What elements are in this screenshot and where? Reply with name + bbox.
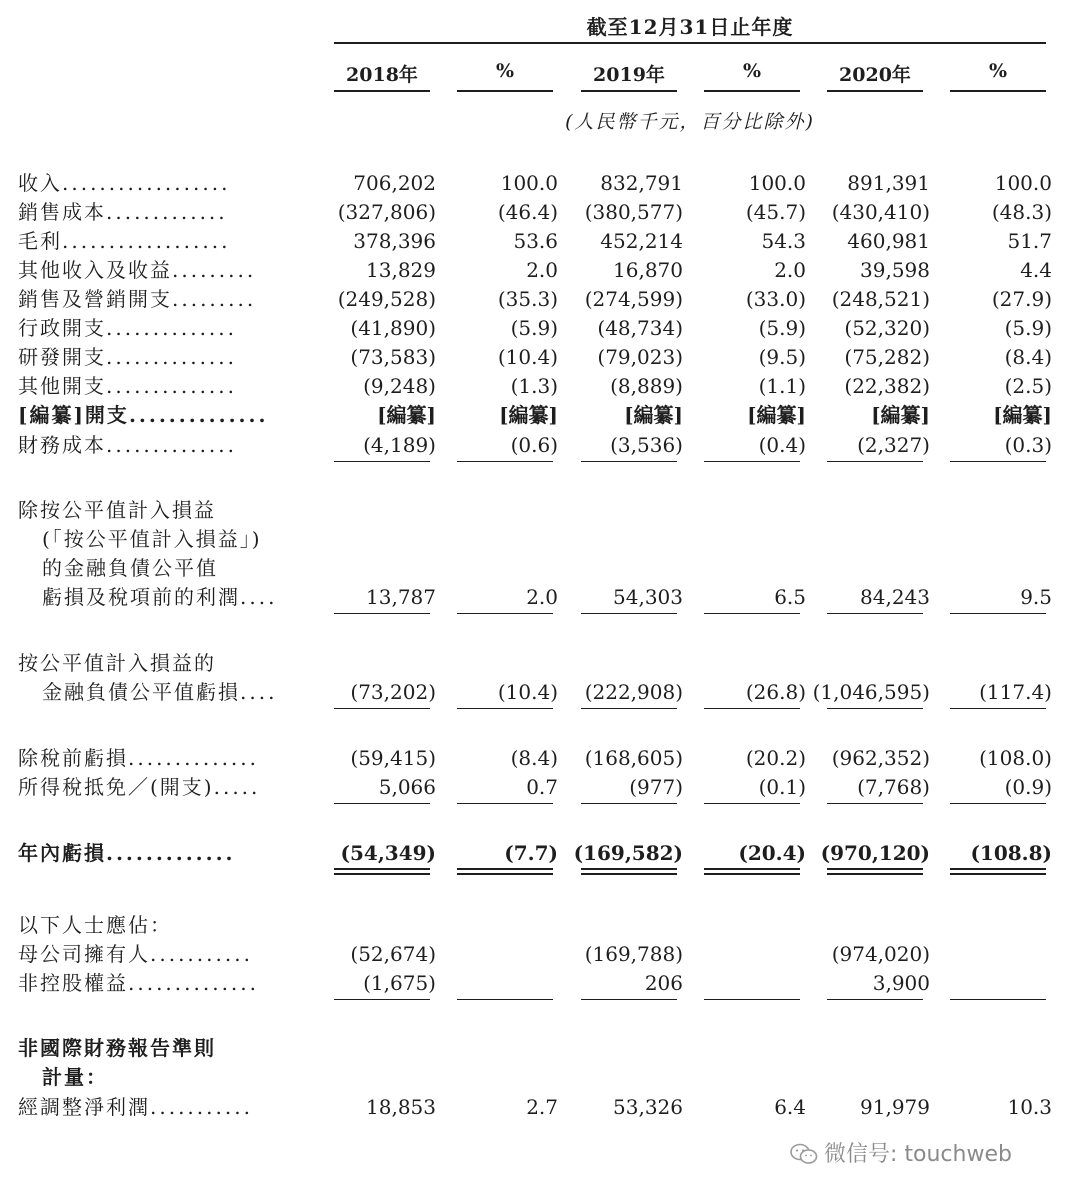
underline-non-controlling-interests-pct-2018: [457, 999, 553, 1000]
row-label-text: 金融負債公平值虧損: [42, 680, 240, 704]
leader-dots: .............: [106, 841, 236, 865]
period-header: 截至12月31日止年度: [586, 15, 794, 39]
row-label-admin-expenses: [18, 315, 237, 341]
cell-finance-costs-2020: (2,327): [857, 433, 930, 457]
cell-other-expenses-2018: (9,248): [363, 374, 436, 398]
row-label-listing-expenses: [18, 402, 268, 428]
underline-income-tax-pct-2019: [704, 803, 800, 804]
cell-gross-profit-pct-2020: 51.7: [1007, 229, 1052, 253]
cell-listing-expenses-2019: [編纂]: [624, 403, 683, 427]
underline-finance-costs-pct-2018: [457, 461, 553, 462]
cell-gross-profit-2018: 378,396: [353, 229, 436, 253]
cell-loss-for-year-pct-2018: (7.7): [504, 841, 558, 865]
cell-loss-before-tax-2019: (168,605): [584, 746, 683, 770]
cell-loss-for-year-2018: (54,349): [340, 841, 436, 865]
cell-rnd-expenses-pct-2018: (10.4): [497, 345, 558, 369]
header-rule-pct-2020: [950, 90, 1046, 92]
cell-profit-before-fv-loss-pct-2019: 6.5: [774, 585, 806, 609]
cell-other-income-pct-2020: 4.4: [1020, 258, 1052, 282]
cell-other-income-pct-2019: 2.0: [774, 258, 806, 282]
unit-note: (人民幣千元，百分比除外): [565, 111, 815, 133]
row-label-adjusted-net-profit: [18, 1094, 253, 1120]
cell-revenue-2018: 706,202: [353, 171, 436, 195]
row-label-text: 以下人士應佔：: [18, 913, 172, 937]
underline-non-controlling-interests-2019: [581, 999, 677, 1000]
cell-other-expenses-pct-2020: (2.5): [1004, 374, 1052, 398]
row-label-profit-before-fv-loss-line-2: [42, 526, 262, 552]
cell-revenue-2020: 891,391: [847, 171, 930, 195]
underline-income-tax-2018: [334, 803, 430, 804]
cell-loss-for-year-2019: (169,582): [573, 841, 683, 865]
cell-listing-expenses-pct-2019: [編纂]: [747, 403, 806, 427]
cell-rnd-expenses-pct-2019: (9.5): [758, 345, 806, 369]
cell-listing-expenses-pct-2020: [編纂]: [993, 403, 1052, 427]
cell-gross-profit-2020: 460,981: [847, 229, 930, 253]
row-label-text: 收入: [18, 171, 62, 195]
row-label-text: 研發開支: [18, 345, 106, 369]
double-underline-loss-for-year-2018: [334, 868, 430, 875]
cell-rnd-expenses-2019: (79,023): [597, 345, 683, 369]
cell-fv-loss-pct-2020: (117.4): [979, 680, 1052, 704]
cell-profit-before-fv-loss-pct-2020: 9.5: [1020, 585, 1052, 609]
cell-loss-before-tax-2020: (962,352): [831, 746, 930, 770]
cell-selling-expenses-2020: (248,521): [831, 287, 930, 311]
leader-dots: ..............: [106, 316, 238, 340]
cell-loss-for-year-2020: (970,120): [820, 841, 930, 865]
underline-profit-before-fv-loss-pct-2018: [457, 613, 553, 614]
cell-gross-profit-pct-2019: 54.3: [761, 229, 806, 253]
leader-dots: ...........: [150, 1095, 253, 1119]
cell-fv-loss-2018: (73,202): [350, 680, 436, 704]
row-label-text: 虧損及稅項前的利潤: [42, 585, 240, 609]
cell-other-income-2018: 13,829: [366, 258, 436, 282]
row-label-selling-expenses: [18, 286, 256, 312]
cell-owners-of-parent-2018: (52,674): [350, 942, 436, 966]
cell-other-income-pct-2018: 2.0: [526, 258, 558, 282]
row-label-text: [編纂]開支: [18, 403, 129, 427]
underline-finance-costs-pct-2020: [950, 461, 1046, 462]
column-header-2020: 2020年: [839, 64, 911, 86]
cell-cost-of-sales-2019: (380,577): [584, 200, 683, 224]
row-label-text: 其他開支: [18, 374, 106, 398]
underline-non-controlling-interests-pct-2019: [704, 999, 800, 1000]
cell-selling-expenses-pct-2019: (33.0): [745, 287, 806, 311]
double-underline-loss-for-year-pct-2019: [704, 868, 800, 875]
cell-loss-for-year-pct-2019: (20.4): [738, 841, 806, 865]
wechat-icon: [790, 1143, 818, 1165]
row-label-profit-before-fv-loss-line-1: [18, 497, 216, 523]
cell-other-expenses-pct-2019: (1.1): [758, 374, 806, 398]
cell-other-income-2020: 39,598: [860, 258, 930, 282]
cell-finance-costs-2018: (4,189): [363, 433, 436, 457]
header-rule-2019: [581, 90, 677, 92]
underline-fv-loss-2020: [827, 708, 923, 709]
leader-dots: ..................: [62, 229, 231, 253]
leader-dots: ....: [240, 680, 278, 704]
row-label-text: 除稅前虧損: [18, 746, 128, 770]
cell-non-controlling-interests-2020: 3,900: [872, 971, 930, 995]
cell-profit-before-fv-loss-pct-2018: 2.0: [526, 585, 558, 609]
cell-adjusted-net-profit-2018: 18,853: [366, 1095, 436, 1119]
cell-adjusted-net-profit-2019: 53,326: [613, 1095, 683, 1119]
row-label-profit-before-fv-loss-line-4: [42, 584, 277, 610]
cell-admin-expenses-pct-2019: (5.9): [758, 316, 806, 340]
cell-revenue-pct-2019: 100.0: [748, 171, 806, 195]
column-header-2019: 2019年: [593, 64, 665, 86]
row-label-text: 行政開支: [18, 316, 106, 340]
cell-income-tax-2018: 5,066: [378, 775, 436, 799]
row-label-text: 經調整淨利潤: [18, 1095, 150, 1119]
cell-listing-expenses-2018: [編纂]: [377, 403, 436, 427]
row-label-loss-for-year: [18, 840, 236, 866]
row-label-rnd-expenses: [18, 344, 237, 370]
cell-owners-of-parent-2020: (974,020): [831, 942, 930, 966]
underline-income-tax-2019: [581, 803, 677, 804]
cell-selling-expenses-pct-2018: (35.3): [497, 287, 558, 311]
leader-dots: ..............: [106, 374, 238, 398]
cell-revenue-2019: 832,791: [600, 171, 683, 195]
leader-dots: .....: [213, 775, 261, 799]
row-label-text: (「按公平值計入損益」): [42, 527, 262, 551]
cell-income-tax-2020: (7,768): [857, 775, 930, 799]
cell-cost-of-sales-2020: (430,410): [831, 200, 930, 224]
row-label-text: 財務成本: [18, 433, 106, 457]
cell-other-expenses-2019: (8,889): [610, 374, 683, 398]
column-header-pct-2020: %: [988, 60, 1008, 82]
cell-finance-costs-pct-2018: (0.6): [510, 433, 558, 457]
column-header-pct-2018: %: [495, 60, 515, 82]
underline-profit-before-fv-loss-2020: [827, 613, 923, 614]
underline-income-tax-pct-2018: [457, 803, 553, 804]
cell-finance-costs-pct-2020: (0.3): [1004, 433, 1052, 457]
cell-profit-before-fv-loss-2019: 54,303: [613, 585, 683, 609]
row-label-profit-before-fv-loss-line-3: [42, 555, 218, 581]
underline-profit-before-fv-loss-pct-2020: [950, 613, 1046, 614]
row-label-fv-loss-line-2: [42, 679, 277, 705]
row-label-income-tax: [18, 774, 260, 800]
cell-selling-expenses-pct-2020: (27.9): [991, 287, 1052, 311]
cell-non-controlling-interests-2018: (1,675): [363, 971, 436, 995]
underline-fv-loss-2018: [334, 708, 430, 709]
cell-listing-expenses-2020: [編纂]: [871, 403, 930, 427]
row-label-non-ifrs-heading-line-2: [42, 1064, 108, 1090]
row-label-attributable-heading: [18, 912, 172, 938]
header-rule-2018: [334, 90, 430, 92]
row-label-text: 銷售及營銷開支: [18, 287, 172, 311]
underline-fv-loss-pct-2019: [704, 708, 800, 709]
leader-dots: ..............: [128, 403, 269, 427]
cell-income-tax-2019: (977): [629, 775, 683, 799]
row-label-non-controlling-interests: [18, 970, 259, 996]
row-label-non-ifrs-heading-line-1: [18, 1035, 216, 1061]
underline-profit-before-fv-loss-2018: [334, 613, 430, 614]
underline-finance-costs-2019: [581, 461, 677, 462]
underline-profit-before-fv-loss-pct-2019: [704, 613, 800, 614]
cell-admin-expenses-pct-2020: (5.9): [1004, 316, 1052, 340]
double-underline-loss-for-year-2019: [581, 868, 677, 875]
leader-dots: ..............: [128, 971, 260, 995]
column-header-2018: 2018年: [346, 64, 418, 86]
row-label-text: 除按公平值計入損益: [18, 498, 216, 522]
cell-cost-of-sales-pct-2020: (48.3): [991, 200, 1052, 224]
cell-fv-loss-2019: (222,908): [584, 680, 683, 704]
row-label-text: 銷售成本: [18, 200, 106, 224]
cell-other-expenses-2020: (22,382): [844, 374, 930, 398]
double-underline-loss-for-year-pct-2020: [950, 868, 1046, 875]
underline-fv-loss-pct-2018: [457, 708, 553, 709]
cell-adjusted-net-profit-pct-2020: 10.3: [1007, 1095, 1052, 1119]
row-label-loss-before-tax: [18, 745, 259, 771]
cell-adjusted-net-profit-2020: 91,979: [860, 1095, 930, 1119]
period-rule: [334, 42, 1046, 44]
row-label-text: 其他收入及收益: [18, 258, 172, 282]
underline-finance-costs-2018: [334, 461, 430, 462]
header-rule-2020: [827, 90, 923, 92]
leader-dots: ....: [240, 585, 278, 609]
cell-revenue-pct-2018: 100.0: [500, 171, 558, 195]
row-label-revenue: [18, 170, 230, 196]
leader-dots: .............: [106, 200, 228, 224]
cell-cost-of-sales-pct-2018: (46.4): [497, 200, 558, 224]
cell-loss-before-tax-pct-2019: (20.2): [745, 746, 806, 770]
cell-rnd-expenses-2020: (75,282): [844, 345, 930, 369]
cell-revenue-pct-2020: 100.0: [994, 171, 1052, 195]
cell-admin-expenses-2018: (41,890): [350, 316, 436, 340]
underline-fv-loss-pct-2020: [950, 708, 1046, 709]
cell-income-tax-pct-2020: (0.9): [1004, 775, 1052, 799]
cell-cost-of-sales-2018: (327,806): [337, 200, 436, 224]
header-rule-pct-2018: [457, 90, 553, 92]
cell-non-controlling-interests-2019: 206: [644, 971, 683, 995]
cell-selling-expenses-2019: (274,599): [584, 287, 683, 311]
row-label-other-expenses: [18, 373, 237, 399]
leader-dots: ..............: [106, 345, 238, 369]
row-label-gross-profit: [18, 228, 230, 254]
double-underline-loss-for-year-2020: [827, 868, 923, 875]
cell-income-tax-pct-2019: (0.1): [758, 775, 806, 799]
leader-dots: ..............: [128, 746, 260, 770]
cell-loss-before-tax-pct-2018: (8.4): [510, 746, 558, 770]
cell-owners-of-parent-2019: (169,788): [584, 942, 683, 966]
row-label-text: 非國際財務報告準則: [18, 1036, 216, 1060]
cell-adjusted-net-profit-pct-2019: 6.4: [774, 1095, 806, 1119]
cell-finance-costs-pct-2019: (0.4): [758, 433, 806, 457]
row-label-text: 所得稅抵免／(開支): [18, 775, 214, 799]
row-label-owners-of-parent: [18, 941, 253, 967]
underline-non-controlling-interests-pct-2020: [950, 999, 1046, 1000]
leader-dots: .........: [172, 287, 257, 311]
row-label-text: 的金融負債公平值: [42, 556, 218, 580]
cell-loss-before-tax-pct-2020: (108.0): [979, 746, 1052, 770]
cell-gross-profit-2019: 452,214: [600, 229, 683, 253]
cell-income-tax-pct-2018: 0.7: [526, 775, 558, 799]
cell-rnd-expenses-2018: (73,583): [350, 345, 436, 369]
cell-admin-expenses-2019: (48,734): [597, 316, 683, 340]
row-label-finance-costs: [18, 432, 237, 458]
row-label-other-income: [18, 257, 256, 283]
row-label-text: 年內虧損: [18, 841, 106, 865]
double-underline-loss-for-year-pct-2018: [457, 868, 553, 875]
cell-loss-for-year-pct-2020: (108.8): [970, 841, 1052, 865]
leader-dots: .........: [172, 258, 257, 282]
cell-selling-expenses-2018: (249,528): [337, 287, 436, 311]
cell-admin-expenses-2020: (52,320): [844, 316, 930, 340]
row-label-cost-of-sales: [18, 199, 228, 225]
row-label-text: 按公平值計入損益的: [18, 651, 216, 675]
header-rule-pct-2019: [704, 90, 800, 92]
cell-rnd-expenses-pct-2020: (8.4): [1004, 345, 1052, 369]
cell-other-income-2019: 16,870: [613, 258, 683, 282]
row-label-text: 非控股權益: [18, 971, 128, 995]
cell-cost-of-sales-pct-2019: (45.7): [745, 200, 806, 224]
underline-fv-loss-2019: [581, 708, 677, 709]
cell-fv-loss-pct-2018: (10.4): [497, 680, 558, 704]
column-header-pct-2019: %: [742, 60, 762, 82]
cell-listing-expenses-pct-2018: [編纂]: [499, 403, 558, 427]
watermark: [790, 1137, 1012, 1168]
leader-dots: ...........: [150, 942, 253, 966]
cell-loss-before-tax-2018: (59,415): [350, 746, 436, 770]
row-label-text: 計量：: [42, 1065, 108, 1089]
watermark-text: 微信号: touchweb: [824, 1142, 1012, 1167]
cell-profit-before-fv-loss-2018: 13,787: [366, 585, 436, 609]
cell-profit-before-fv-loss-2020: 84,243: [860, 585, 930, 609]
underline-non-controlling-interests-2018: [334, 999, 430, 1000]
cell-adjusted-net-profit-pct-2018: 2.7: [526, 1095, 558, 1119]
leader-dots: ..............: [106, 433, 238, 457]
cell-fv-loss-2020: (1,046,595): [812, 680, 930, 704]
cell-other-expenses-pct-2018: (1.3): [510, 374, 558, 398]
cell-fv-loss-pct-2019: (26.8): [745, 680, 806, 704]
row-label-text: 毛利: [18, 229, 62, 253]
underline-finance-costs-pct-2019: [704, 461, 800, 462]
row-label-fv-loss-line-1: [18, 650, 216, 676]
cell-gross-profit-pct-2018: 53.6: [513, 229, 558, 253]
underline-non-controlling-interests-2020: [827, 999, 923, 1000]
cell-admin-expenses-pct-2018: (5.9): [510, 316, 558, 340]
underline-income-tax-2020: [827, 803, 923, 804]
underline-finance-costs-2020: [827, 461, 923, 462]
underline-profit-before-fv-loss-2019: [581, 613, 677, 614]
underline-income-tax-pct-2020: [950, 803, 1046, 804]
leader-dots: ..................: [62, 171, 231, 195]
cell-finance-costs-2019: (3,536): [610, 433, 683, 457]
row-label-text: 母公司擁有人: [18, 942, 150, 966]
